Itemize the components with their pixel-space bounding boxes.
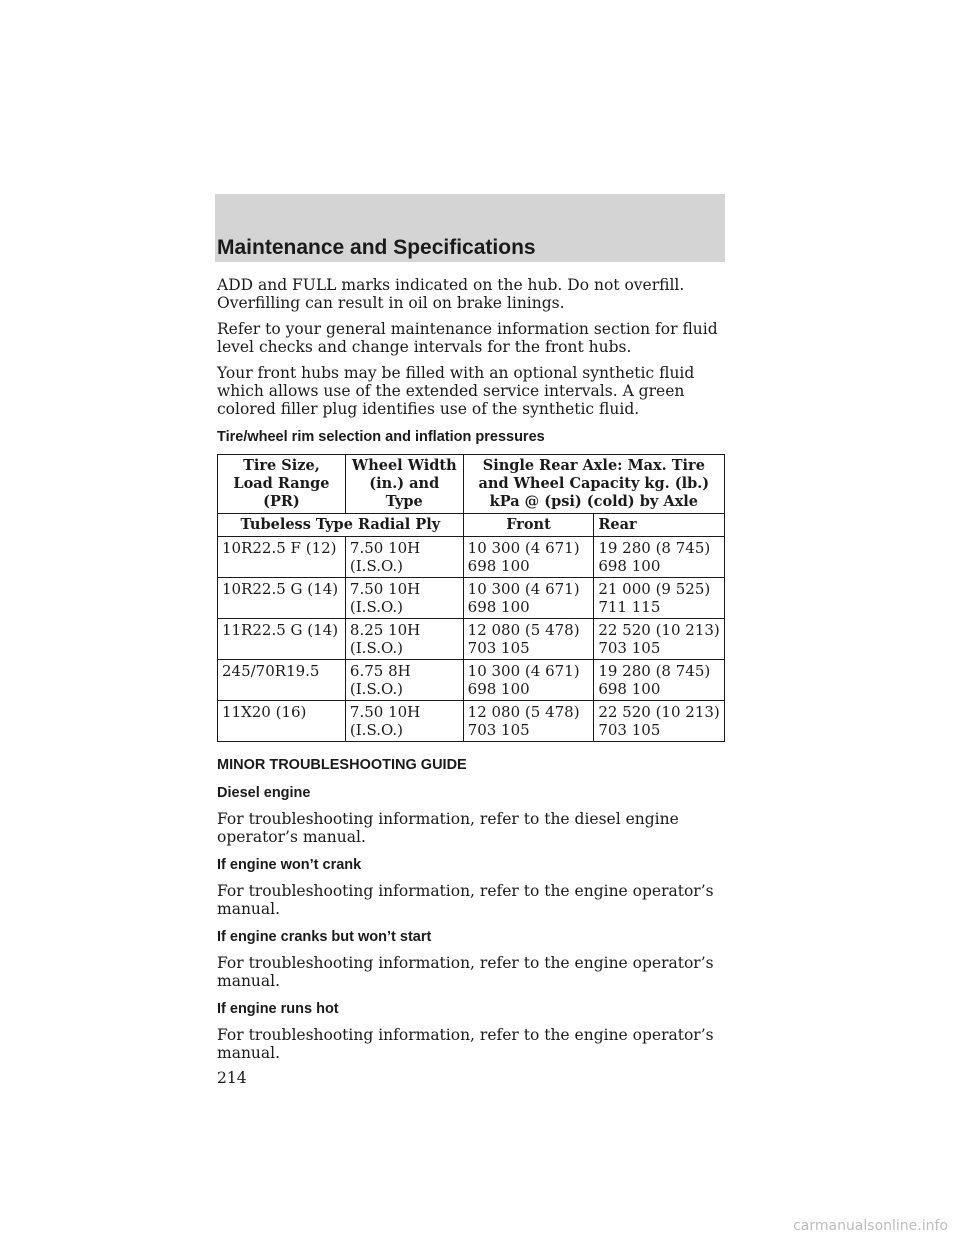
subheader-rear: Rear (594, 514, 725, 537)
front-capacity: 10 300 (4 671) (467, 580, 580, 598)
section-text: For troubleshooting information, refer to the diesel engine operator’s manual. (217, 810, 679, 846)
section-heading: If engine runs hot (217, 1001, 339, 1017)
cell-rear (594, 701, 725, 742)
paragraph: Your front hubs may be filled with an optional synthetic fluid which allows use of the extended service intervals. A green colored filler plug identifies use of the synthetic fluid. (217, 364, 695, 418)
table-row (218, 537, 725, 578)
col-header-wheel-width: Wheel Width (in.) and Type (345, 455, 463, 514)
cell-tire: 10R22.5 G (14) (218, 578, 346, 619)
page-content (217, 276, 727, 1070)
front-pressure: 698 100 (467, 680, 530, 698)
rear-capacity: 22 520 (10 213) (598, 621, 720, 639)
section-heading: If engine cranks but won’t start (217, 929, 432, 945)
cell-wheel: 7.50 10H (I.S.O.) (345, 578, 463, 619)
table-row (218, 701, 725, 742)
front-capacity: 12 080 (5 478) (467, 621, 580, 639)
table-row (218, 660, 725, 701)
front-capacity: 10 300 (4 671) (467, 539, 580, 557)
table-header-row (218, 455, 725, 514)
front-capacity: 10 300 (4 671) (467, 662, 580, 680)
front-capacity: 12 080 (5 478) (467, 703, 580, 721)
cell-rear (594, 660, 725, 701)
col-header-tire-size: Tire Size, Load Range (PR) (218, 455, 346, 514)
section-text: For troubleshooting information, refer to the engine operator’s manual. (217, 954, 714, 990)
cell-front (463, 578, 594, 619)
rear-capacity: 19 280 (8 745) (598, 662, 711, 680)
cell-front (463, 701, 594, 742)
section-text: For troubleshooting information, refer to the engine operator’s manual. (217, 882, 714, 918)
cell-tire: 11X20 (16) (218, 701, 346, 742)
cell-rear (594, 619, 725, 660)
troubleshooting-title: MINOR TROUBLESHOOTING GUIDE (217, 757, 467, 773)
section-text: For troubleshooting information, refer to the engine operator’s manual. (217, 1026, 714, 1062)
front-pressure: 698 100 (467, 557, 530, 575)
rear-pressure: 703 105 (598, 639, 661, 657)
cell-wheel: 6.75 8H (I.S.O.) (345, 660, 463, 701)
front-pressure: 703 105 (467, 721, 530, 739)
table-row (218, 619, 725, 660)
page-number: 214 (217, 1069, 247, 1087)
rear-capacity: 22 520 (10 213) (598, 703, 720, 721)
rear-pressure: 703 105 (598, 721, 661, 739)
front-pressure: 703 105 (467, 639, 530, 657)
rear-pressure: 698 100 (598, 680, 661, 698)
cell-rear (594, 537, 725, 578)
table-row (218, 578, 725, 619)
rear-capacity: 21 000 (9 525) (598, 580, 711, 598)
col-header-capacity: Single Rear Axle: Max. Tire and Wheel Capacity kg. (lb.) kPa @ (psi) (cold) by Axle (463, 455, 724, 514)
cell-front (463, 660, 594, 701)
paragraph: Refer to your general maintenance information section for fluid level checks and change intervals for the front hubs. (217, 320, 718, 356)
cell-wheel: 7.50 10H (I.S.O.) (345, 537, 463, 578)
front-pressure: 698 100 (467, 598, 530, 616)
section-heading: Diesel engine (217, 785, 311, 801)
rear-capacity: 19 280 (8 745) (598, 539, 711, 557)
table-subheader-row (218, 514, 725, 537)
cell-tire: 245/70R19.5 (218, 660, 346, 701)
table-heading: Tire/wheel rim selection and inflation pressures (217, 429, 545, 445)
paragraph: ADD and FULL marks indicated on the hub. Do not overfill. Overfilling can result in oil on brake linings. (217, 276, 685, 312)
cell-tire: 10R22.5 F (12) (218, 537, 346, 578)
rear-pressure: 711 115 (598, 598, 661, 616)
watermark: carmanualsonline.info (793, 1218, 948, 1234)
section-heading: If engine won’t crank (217, 857, 362, 873)
cell-tire: 11R22.5 G (14) (218, 619, 346, 660)
subheader-type: Tubeless Type Radial Ply (218, 514, 464, 537)
subheader-front: Front (463, 514, 594, 537)
cell-front (463, 619, 594, 660)
cell-front (463, 537, 594, 578)
cell-wheel: 8.25 10H (I.S.O.) (345, 619, 463, 660)
cell-wheel: 7.50 10H (I.S.O.) (345, 701, 463, 742)
cell-rear (594, 578, 725, 619)
tire-spec-table (217, 454, 725, 742)
page-section-title: Maintenance and Specifications (217, 236, 536, 259)
rear-pressure: 698 100 (598, 557, 661, 575)
